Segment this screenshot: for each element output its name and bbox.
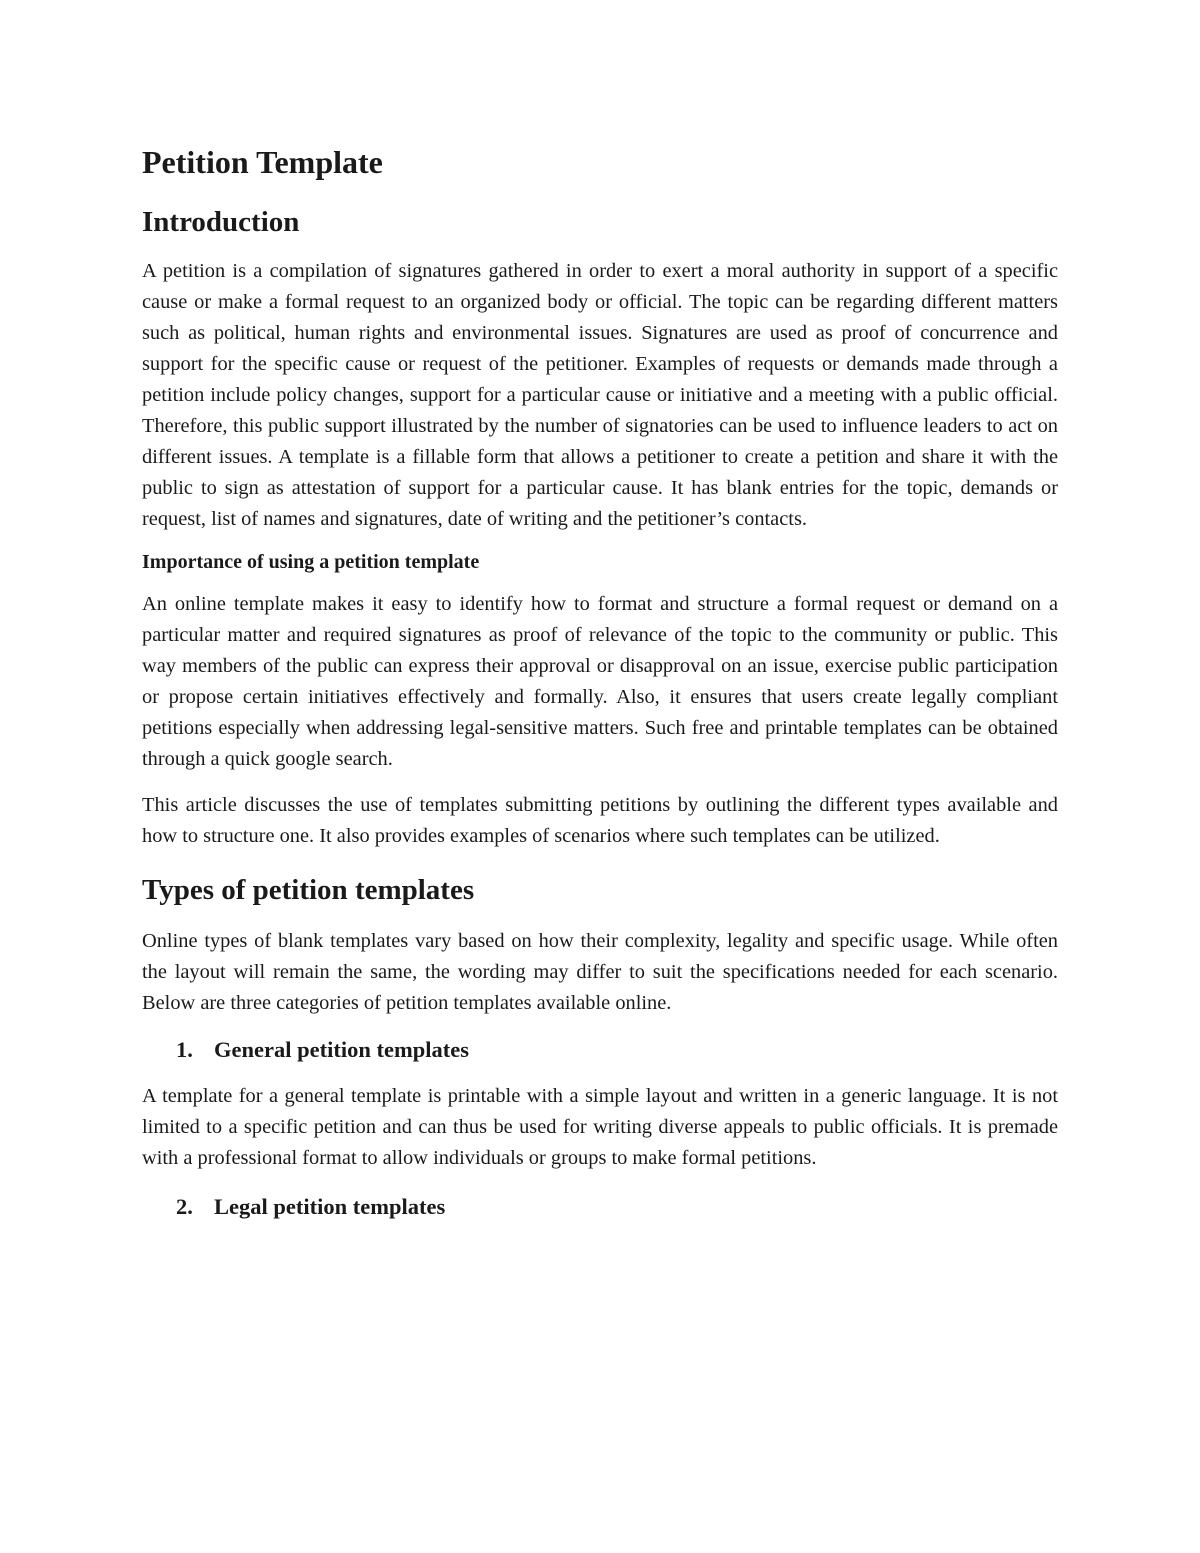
- general-templates-paragraph: A template for a general template is printable with a simple layout and written in a generic language. It is not limited to a specific petition and can thus be used for writing diverse appeals to public officials. It is premade with a professional format to allow individuals or groups to make formal petitions.: [142, 1085, 1058, 1169]
- importance-paragraph: An online template makes it easy to identify how to format and structure a formal request or demand on a particular matter and required signatures as proof of relevance of the topic to the community or public. This way members of the public can express their approval or disapproval on an issue, exercise public participation or propose certain initiatives effectively and formally. Also, it ensures that users create legally compliant petitions especially when addressing legal-sensitive matters. Such free and printable templates can be obtained through a quick google search.: [142, 593, 1058, 770]
- list-number: 1.: [176, 1037, 193, 1062]
- list-number: 2.: [176, 1194, 193, 1219]
- introduction-paragraph: A petition is a compilation of signatures gathered in order to exert a moral authority in support of a specific cause or make a formal request to an organized body or official. The topic can be regarding different matters such as political, human rights and environmental issues. Signatures are used as proof of concurrence and support for the specific cause or request of the petitioner. Examples of requests or demands made through a petition include policy changes, support for a particular cause or initiative and a meeting with a public official. Therefore, this public support illustrated by the number of signatories can be used to influence leaders to act on different issues. A template is a fillable form that allows a petitioner to create a petition and share it with the public to sign as attestation of support for a particular cause. It has blank entries for the topic, demands or request, list of names and signatures, date of writing and the petitioner’s contacts.: [142, 260, 1058, 530]
- types-paragraph: Online types of blank templates vary based on how their complexity, legality and specific usage. While often the layout will remain the same, the wording may differ to suit the specifications needed for each scenario. Below are three categories of petition templates available online.: [142, 930, 1058, 1014]
- importance-heading: Importance of using a petition template: [142, 551, 480, 573]
- list-item-general-heading: [142, 1033, 1058, 1067]
- types-heading: Types of petition templates: [142, 874, 475, 906]
- introduction-heading: Introduction: [142, 206, 300, 238]
- list-heading-text: Legal petition templates: [214, 1194, 446, 1219]
- article-paragraph: This article discusses the use of templates submitting petitions by outlining the different types available and how to structure one. It also provides examples of scenarios where such templates can be utilized.: [142, 794, 1058, 847]
- list-heading-text: General petition templates: [214, 1037, 469, 1062]
- document-title: Petition Template: [142, 144, 383, 180]
- list-item-legal-heading: [142, 1190, 1058, 1224]
- document-page: [142, 138, 1058, 1224]
